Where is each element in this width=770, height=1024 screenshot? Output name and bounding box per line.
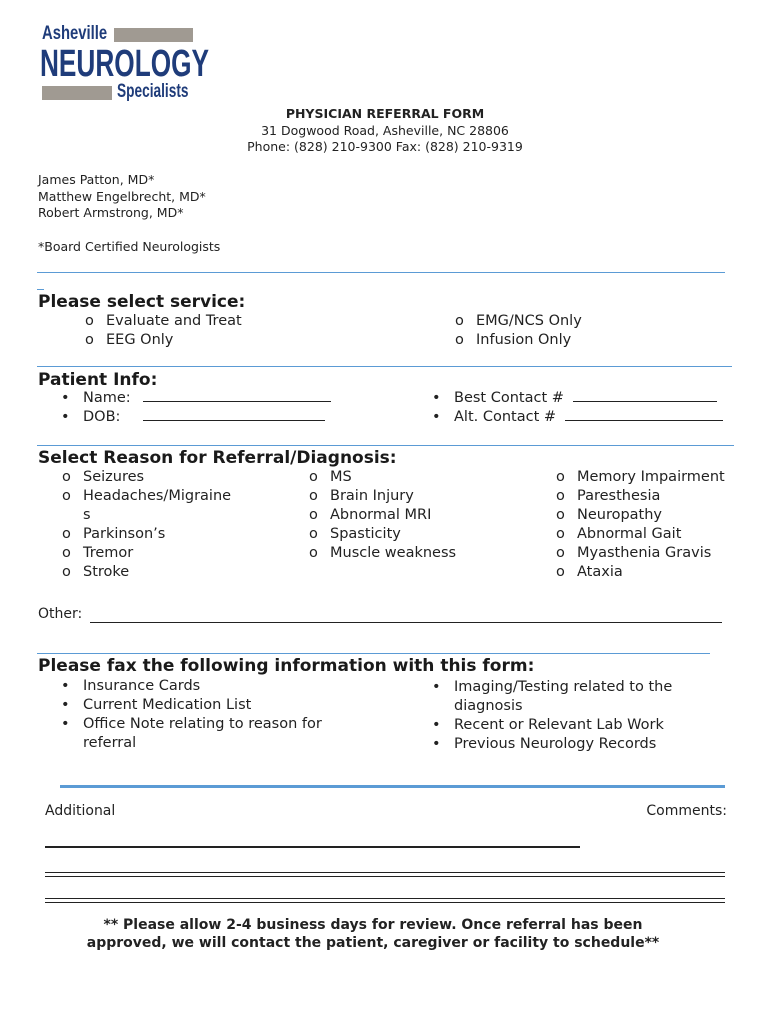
patient-dob-field[interactable]: [143, 408, 325, 421]
fax-neurology-records: • Previous Neurology Records: [454, 735, 672, 754]
patient-left-list: [83, 389, 331, 427]
fax-left-list: [83, 677, 322, 753]
divider-4: [37, 653, 710, 654]
board-certified-note: *Board Certified Neurologists: [38, 239, 221, 254]
divider-2: [37, 366, 732, 367]
service-emg-ncs-only[interactable]: o EMG/NCS Only: [476, 312, 582, 331]
reason-muscle-weakness[interactable]: o Muscle weakness: [330, 544, 456, 563]
patient-name-label: Name:: [83, 390, 131, 406]
form-title: PHYSICIAN REFERRAL FORM: [285, 106, 485, 121]
best-contact-row: [454, 389, 723, 408]
patient-name-row: [83, 389, 331, 408]
fax-medication-list: • Current Medication List: [83, 696, 322, 715]
reason-abnormal-mri[interactable]: o Abnormal MRI: [330, 506, 456, 525]
fax-office-note-wrap: referral: [83, 735, 137, 751]
fax-insurance-cards: • Insurance Cards: [83, 677, 322, 696]
fax-lab-work: • Recent or Relevant Lab Work: [454, 716, 672, 735]
reason-memory-impairment[interactable]: o Memory Impairment: [577, 468, 725, 487]
alt-contact-label: Alt. Contact #: [454, 409, 557, 425]
reason-headaches-migraines[interactable]: o Headaches/Migraine: [83, 487, 231, 506]
reason-headaches-wrap: s: [83, 507, 91, 523]
reason-col-3: [577, 468, 725, 582]
patient-dob-label: DOB:: [83, 409, 121, 425]
patient-dob-row: [83, 408, 331, 427]
divider-3: [37, 445, 734, 446]
reason-parkinsons[interactable]: o Parkinson’s: [83, 525, 231, 544]
review-note-line-2: approved, we will contact the patient, caregiver or facility to schedule**: [86, 935, 660, 951]
patient-heading: Patient Info:: [38, 370, 158, 390]
reason-brain-injury[interactable]: o Brain Injury: [330, 487, 456, 506]
service-left-list: [106, 312, 242, 350]
logo: [40, 23, 209, 106]
clinic-phone-fax: Phone: (828) 210-9300 Fax: (828) 210-9319: [247, 139, 523, 154]
review-note: [0, 916, 746, 952]
logo-gray-bar-bottom: [42, 86, 112, 100]
fax-imaging-wrap: diagnosis: [454, 698, 523, 714]
service-infusion-only[interactable]: o Infusion Only: [476, 331, 582, 350]
reason-heading: Select Reason for Referral/Diagnosis:: [38, 448, 397, 468]
logo-text-specialists: Specialists: [117, 81, 189, 102]
fax-heading: Please fax the following information with this form:: [38, 656, 535, 676]
comments-line-1[interactable]: [45, 846, 580, 848]
logo-text-asheville: Asheville: [42, 23, 108, 44]
service-eeg-only[interactable]: o EEG Only: [106, 331, 242, 350]
reason-ms[interactable]: o MS: [330, 468, 456, 487]
reason-stroke[interactable]: o Stroke: [83, 563, 231, 582]
patient-name-field[interactable]: [143, 389, 331, 402]
fax-imaging-testing: • Imaging/Testing related to the: [454, 678, 672, 697]
alt-contact-field[interactable]: [565, 408, 723, 421]
reason-seizures[interactable]: o Seizures: [83, 468, 231, 487]
alt-contact-row: [454, 408, 723, 427]
reason-spasticity[interactable]: o Spasticity: [330, 525, 456, 544]
logo-text-neurology: NEUROLOGY: [40, 43, 209, 85]
divider-1: [37, 272, 725, 273]
physician-list: [38, 172, 206, 222]
other-field[interactable]: [90, 622, 722, 623]
service-heading: Please select service:: [38, 292, 246, 312]
reason-neuropathy[interactable]: o Neuropathy: [577, 506, 725, 525]
reason-tremor[interactable]: o Tremor: [83, 544, 231, 563]
service-evaluate-treat[interactable]: o Evaluate and Treat: [106, 312, 242, 331]
fax-right-list: [454, 678, 672, 754]
best-contact-field[interactable]: [573, 389, 717, 402]
reason-col-1: [83, 468, 231, 582]
best-contact-label: Best Contact #: [454, 390, 564, 406]
other-label: Other:: [38, 606, 83, 622]
patient-right-list: [454, 389, 723, 427]
fax-office-note: • Office Note relating to reason for: [83, 715, 322, 734]
comments-line-2[interactable]: [45, 872, 725, 877]
divider-1-stub: [37, 289, 44, 290]
reason-abnormal-gait[interactable]: o Abnormal Gait: [577, 525, 725, 544]
reason-ataxia[interactable]: o Ataxia: [577, 563, 725, 582]
reason-myasthenia-gravis[interactable]: o Myasthenia Gravis: [577, 544, 725, 563]
service-right-list: [476, 312, 582, 350]
physician-2: Matthew Engelbrecht, MD*: [38, 188, 206, 204]
comments-label: Comments:: [646, 803, 727, 819]
additional-label: Additional: [45, 803, 116, 819]
reason-col-2: [330, 468, 456, 563]
physician-3: Robert Armstrong, MD*: [38, 205, 184, 220]
physician-1: James Patton, MD*: [38, 172, 155, 187]
form-header: [0, 106, 770, 156]
reason-paresthesia[interactable]: o Paresthesia: [577, 487, 725, 506]
logo-gray-bar-top: [114, 28, 193, 42]
clinic-address: 31 Dogwood Road, Asheville, NC 28806: [261, 122, 509, 138]
review-note-line-1: ** Please allow 2-4 business days for review. Once referral has been: [103, 917, 643, 933]
comments-line-3[interactable]: [45, 898, 725, 903]
divider-5: [60, 785, 725, 788]
